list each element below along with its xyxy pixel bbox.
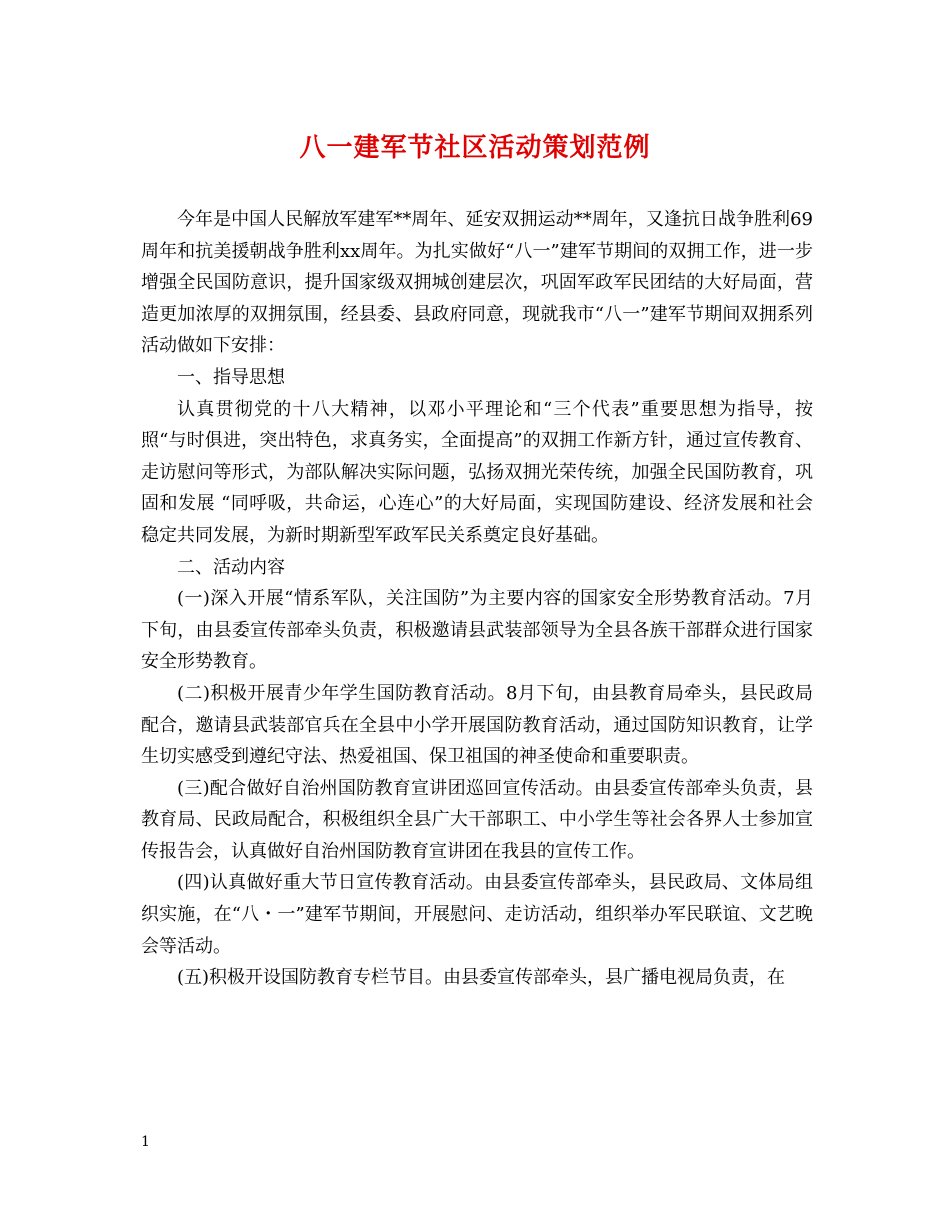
page-number: 1	[141, 1134, 150, 1150]
paragraph-intro: 今年是中国人民解放军建军**周年、延安双拥运动**周年，又逢抗日战争胜利69周年和抗美援朝战争胜利xx周年。为扎实做好“八一”建军节期间的双拥工作，进一步增强全民国防意识，提升国家级双拥城创建层次，巩固军政军民团结的大好局面，营造更加浓厚的双拥氛围，经县委、县政府同意，现就我市“八一”建军节期间双拥系列活动做如下安排：	[141, 209, 813, 357]
document-title: 八一建军节社区活动策划范例	[299, 133, 651, 163]
document-body	[141, 204, 813, 994]
paragraph-activity-2: (二)积极开展青少年学生国防教育活动。8月下旬，由县教育局牵头，县民政局配合，邀请县武装部官兵在全县中小学开展国防教育活动，通过国防知识教育，让学生切实感受到遵纪守法、热爱祖国、保卫祖国的神圣使命和重要职责。	[141, 682, 813, 768]
section-heading-guiding-ideology: 一、指导思想	[177, 366, 285, 388]
paragraph-guiding-ideology: 认真贯彻党的十八大精神，以邓小平理论和“三个代表”重要思想为指导，按照“与时俱进，突出特色，求真务实，全面提高”的双拥工作新方针，通过宣传教育、走访慰问等形式，为部队解决实际问题，弘扬双拥光荣传统，加强全民国防教育，巩固和发展 “同呼吸，共命运，心连心”的大好局面，实现国防建设、经济发展和社会稳定共同发展，为新时期新型军政军民关系奠定良好基础。	[141, 398, 813, 546]
paragraph-activity-5: (五)积极开设国防教育专栏节目。由县委宣传部牵头，县广播电视局负责，在	[177, 967, 786, 989]
section-heading-activity-content: 二、活动内容	[177, 556, 285, 578]
paragraph-activity-4: (四)认真做好重大节日宣传教育活动。由县委宣传部牵头，县民政局、文体局组织实施，在“八・一”建军节期间，开展慰问、走访活动，组织举办军民联谊、文艺晚会等活动。	[141, 872, 813, 957]
paragraph-activity-3: (三)配合做好自治州国防教育宣讲团巡回宣传活动。由县委宣传部牵头负责，县教育局、民政局配合，积极组织全县广大干部职工、中小学生等社会各界人士参加宣传报告会，认真做好自治州国防教育宣讲团在我县的宣传工作。	[141, 777, 813, 862]
paragraph-activity-1: (一)深入开展“情系军队，关注国防”为主要内容的国家安全形势教育活动。7月下旬，由县委宣传部牵头负责，积极邀请县武装部领导为全县各族干部群众进行国家安全形势教育。	[141, 588, 813, 673]
